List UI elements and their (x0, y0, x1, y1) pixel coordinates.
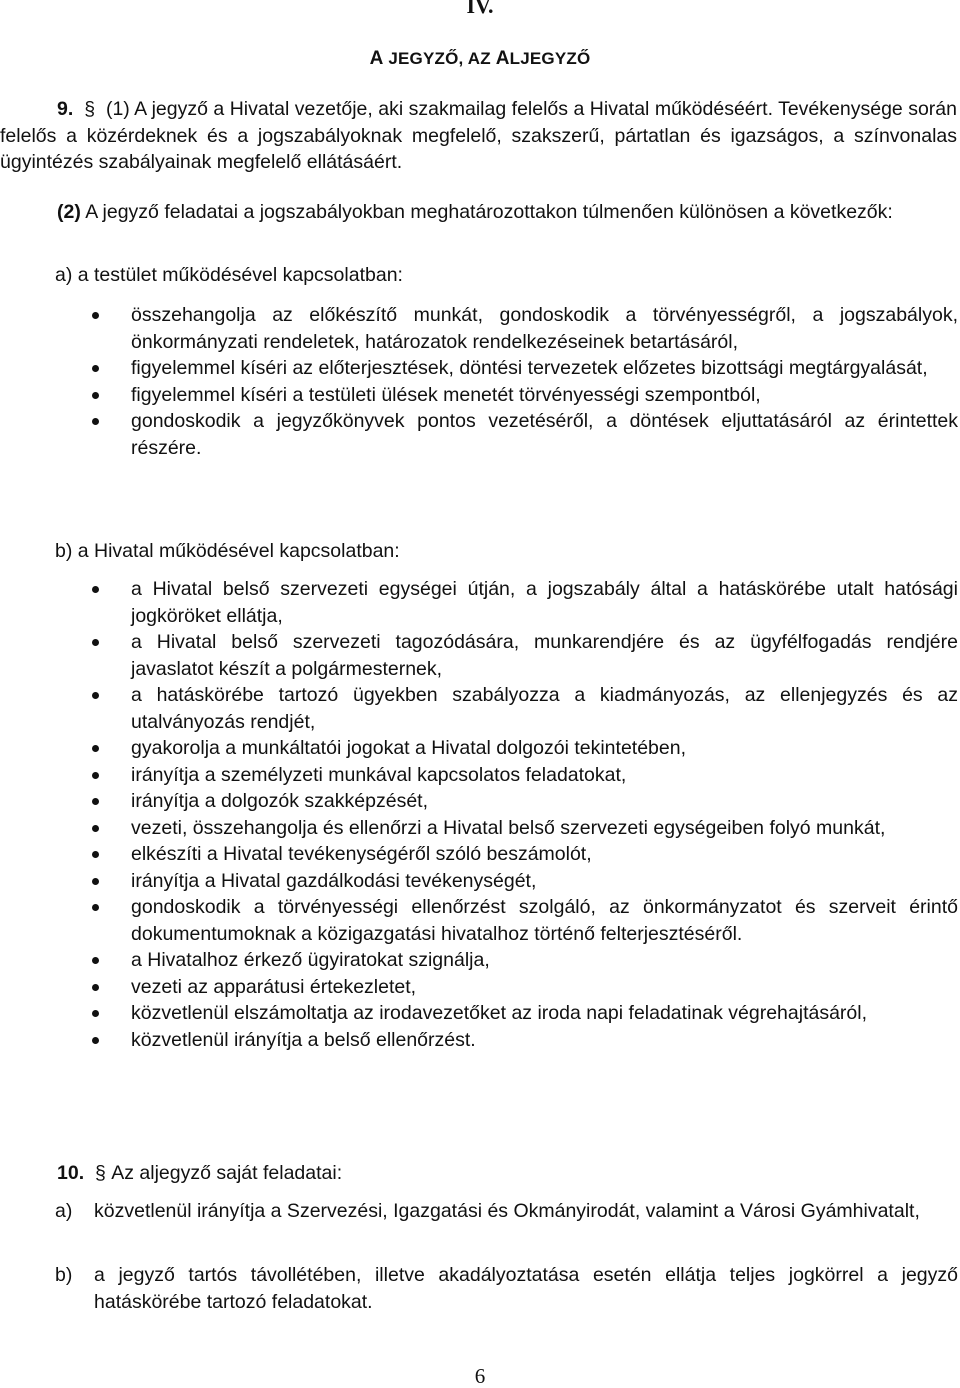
list-item: vezeti, összehangolja és ellenőrzi a Hivatal belső szervezeti egységeiben folyó munkát, (92, 815, 958, 842)
list-item: figyelemmel kíséri a testületi ülések menetét törvényességi szempontból, (92, 382, 958, 409)
item-text: a jegyző tartós távollétében, illetve akadályoztatása esetén ellátja teljes jogkörrel a jegyző hatáskörébe tartozó feladatokat. (94, 1264, 958, 1313)
section-9-paragraph-1 (0, 96, 957, 176)
list-item: irányítja a Hivatal gazdálkodási tevékenységét, (92, 868, 958, 895)
list-item: gondoskodik a törvényességi ellenőrzést szolgáló, az önkormányzatot és szerveit érintő dokumentumoknak a közigazgatási hivatalhoz történő felterjesztéséről. (92, 894, 958, 947)
paragraph-text: (1) A jegyző a Hivatal vezetője, aki szakmailag felelős a Hivatal működéséért. Tevékenysége során felelős a közérdeknek és a jogszabályoknak megfelelő, szakszerű, pártatlan és igazságos, a színvonalas ügyintézés szabályainak megfelelő ellátásáért. (0, 98, 957, 173)
title-part: A (369, 48, 389, 69)
list-item: összehangolja az előkészítő munkát, gondoskodik a törvényességről, a jogszabályok, önkormányzati rendeletek, határozatok rendelkezéseinek betartásáról, (92, 302, 958, 355)
paragraph-number: (2) (57, 201, 81, 223)
list-item: közvetlenül irányítja a belső ellenőrzést. (92, 1027, 958, 1054)
title-part: JEGYZŐ (388, 49, 459, 68)
list-item: irányítja a személyzeti munkával kapcsolatos feladatokat, (92, 762, 958, 789)
list-item: a Hivatal belső szervezeti tagozódására, munkarendjére és az ügyfélfogadás rendjére javaslatot készít a polgármesternek, (92, 629, 958, 682)
section-10-item-b (55, 1262, 958, 1315)
chapter-title (0, 47, 960, 71)
list-item: gondoskodik a jegyzőkönyvek pontos vezetéséről, a döntések eljuttatásáról az érintettek részére. (92, 408, 958, 461)
section-9-paragraph-2 (0, 199, 957, 226)
subsection-a-list (92, 302, 958, 461)
item-label: a) (55, 1200, 73, 1222)
section-10-item-a (55, 1198, 958, 1225)
list-item: közvetlenül elszámoltatja az irodavezetőket az iroda napi feladatinak végrehajtásáról, (92, 1000, 958, 1027)
list-item: a hatáskörébe tartozó ügyekben szabályozza a kiadmányozás, az ellenjegyzés és az utalványozás rendjét, (92, 682, 958, 735)
section-sign: § (94, 1162, 106, 1184)
chapter-number: IV. (466, 0, 494, 18)
heading-text: Az aljegyző saját feladatai: (111, 1162, 343, 1184)
list-item: elkészíti a Hivatal tevékenységéről szóló beszámolót, (92, 841, 958, 868)
list-item: gyakorolja a munkáltatói jogokat a Hivatal dolgozói tekintetében, (92, 735, 958, 762)
list-item: a Hivatal belső szervezeti egységei útján, a jogszabály által a hatáskörébe utalt hatósági jogköröket ellátja, (92, 576, 958, 629)
list-item: figyelemmel kíséri az előterjesztések, döntési tervezetek előzetes bizottsági megtárgyalását, (92, 355, 958, 382)
list-item: a Hivatalhoz érkező ügyiratokat szignálja, (92, 947, 958, 974)
subsection-b-list (92, 576, 958, 1053)
section-sign: § (84, 98, 96, 120)
subsection-a-label: a) a testület működésével kapcsolatban: (55, 264, 403, 286)
section-number: 10. (57, 1162, 85, 1184)
list-item: irányítja a dolgozók szakképzését, (92, 788, 958, 815)
paragraph-text: A jegyző feladatai a jogszabályokban meghatározottakon túlmenően különösen a következők: (85, 201, 893, 223)
title-part: , AZ (458, 49, 496, 68)
title-part: LJEGYZŐ (509, 49, 591, 68)
item-label: b) (55, 1264, 73, 1286)
subsection-b-label: b) a Hivatal működésével kapcsolatban: (55, 540, 400, 562)
page-number: 6 (474, 1364, 486, 1388)
list-item: vezeti az apparátusi értekezletet, (92, 974, 958, 1001)
item-text: közvetlenül irányítja a Szervezési, Igazgatási és Okmányirodát, valamint a Városi Gyámhivatalt, (94, 1200, 920, 1222)
section-10-heading (57, 1160, 960, 1187)
title-part: A (495, 48, 510, 69)
section-number: 9. (57, 98, 74, 120)
